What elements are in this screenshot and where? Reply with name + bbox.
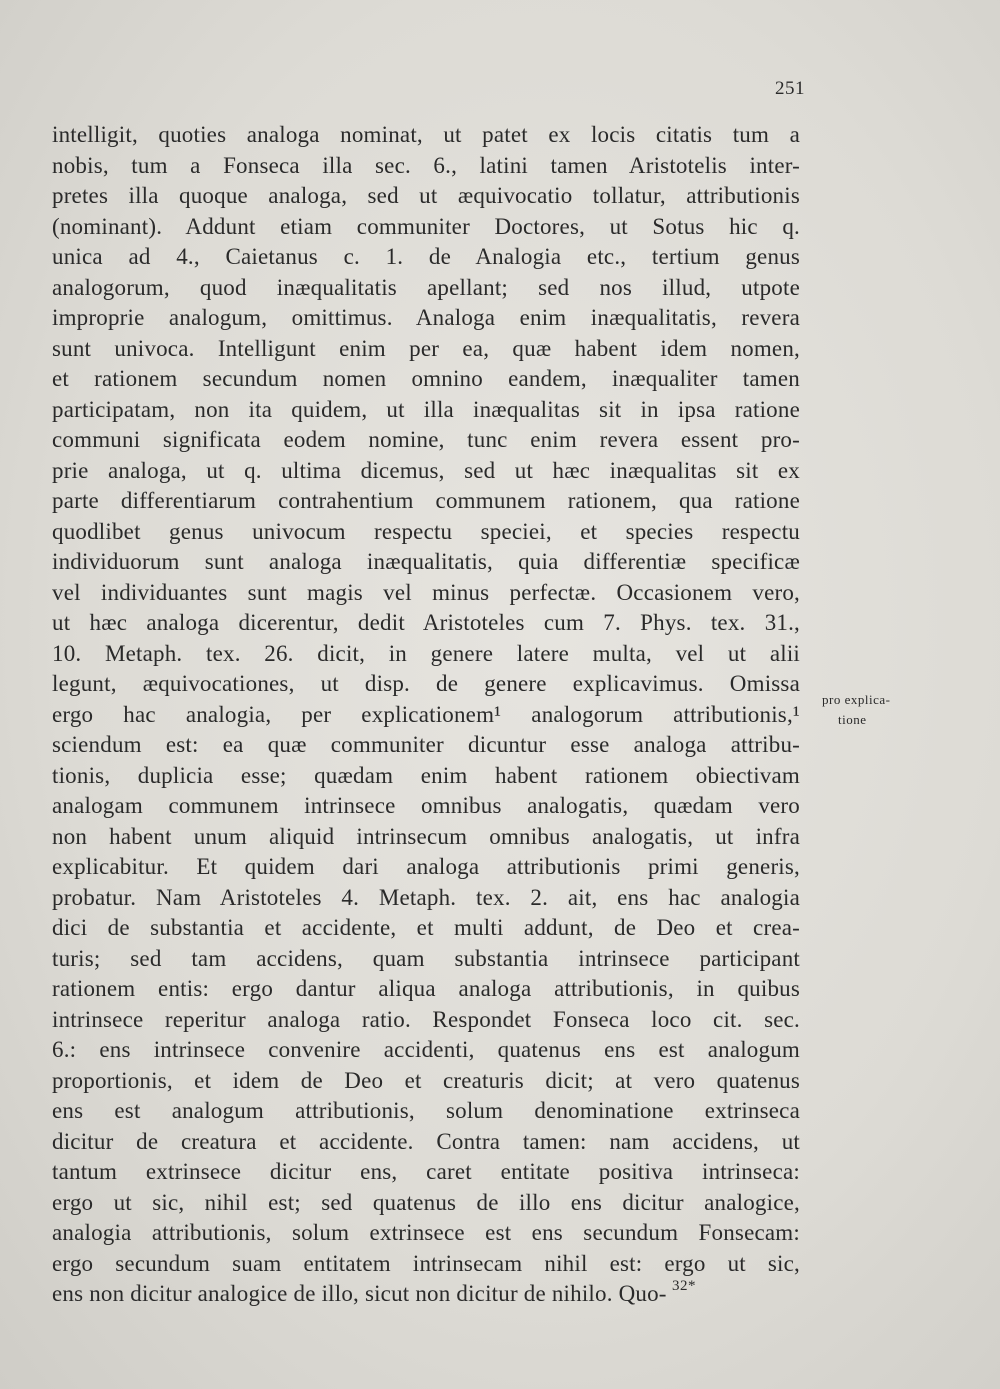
text-line: prie analoga, ut q. ultima dicemus, sed ut hæc inæqualitas sit ex	[52, 457, 800, 483]
text-line: quodlibet genus univocum respectu speciei, et species respectu	[52, 518, 800, 544]
text-line: sunt univoca. Intelligunt enim per ea, quæ habent idem nomen,	[52, 335, 800, 361]
text-line: (nominant). Addunt etiam communiter Doctores, ut Sotus hic q.	[52, 213, 800, 239]
page-number: 251	[775, 78, 805, 99]
text-line: analogam communem intrinsece omnibus analogatis, quædam vero	[52, 793, 800, 818]
text-line: communi significata eodem nomine, tunc enim revera essent pro-	[52, 427, 800, 452]
text-line: turis; sed tam accidens, quam substantia intrinsece participant	[52, 945, 800, 971]
text-line: 10. Metaph. tex. 26. dicit, in genere latere multa, vel ut alii	[52, 640, 800, 666]
text-line: pretes illa quoque analoga, sed ut æquivocatio tollatur, attributionis	[52, 183, 800, 208]
text-line: et rationem secundum nomen omnino eandem, inæqualiter tamen	[52, 366, 800, 391]
signature-mark: 32*	[672, 1278, 696, 1294]
text-line: intrinsece reperitur analoga ratio. Respondet Fonseca loco cit. sec.	[52, 1006, 800, 1032]
text-line: non habent unum aliquid intrinsecum omnibus analogatis, ut infra	[52, 823, 800, 849]
text-line: dici de substantia et accidente, et multi addunt, de Deo et crea-	[52, 915, 800, 940]
text-line: nobis, tum a Fonseca illa sec. 6., latini tamen Aristotelis inter-	[52, 152, 800, 178]
text-line: individuorum sunt analoga inæqualitatis, quia differentiæ specificæ	[52, 549, 800, 574]
margin-note	[822, 690, 912, 730]
body-text	[52, 120, 800, 1310]
text-line: ergo hac analogia, per explicationem¹ analogorum attributionis,¹	[52, 701, 800, 727]
text-line: probatur. Nam Aristoteles 4. Metaph. tex. 2. ait, ens hac analogia	[52, 884, 800, 910]
text-line: ens est analogum attributionis, solum denominatione extrinseca	[52, 1098, 800, 1123]
text-line: intelligit, quoties analoga nominat, ut patet ex locis citatis tum a	[52, 122, 800, 147]
text-line: 6.: ens intrinsece convenire accidenti, quatenus ens est analogum	[52, 1037, 800, 1062]
text-line: parte differentiarum contrahentium communem rationem, qua ratione	[52, 488, 800, 513]
text-line: participatam, non ita quidem, ut illa inæqualitas sit in ipsa ratione	[52, 396, 800, 422]
text-line: ergo secundum suam entitatem intrinsecam nihil est: ergo ut sic,	[52, 1250, 800, 1276]
text-line: dicitur de creatura et accidente. Contra tamen: nam accidens, ut	[52, 1128, 800, 1154]
text-line: explicabitur. Et quidem dari analoga attributionis primi generis,	[52, 854, 800, 879]
text-line: tionis, duplicia esse; quædam enim habent rationem obiectivam	[52, 762, 800, 788]
text-line: sciendum est: ea quæ communiter dicuntur esse analoga attribu-	[52, 732, 800, 757]
text-line: proportionis, et idem de Deo et creaturis dicit; at vero quatenus	[52, 1067, 800, 1093]
margin-note-line: pro explica-	[822, 692, 891, 707]
text-line: analogorum, quod inæqualitatis apellant; sed nos illud, utpote	[52, 274, 800, 300]
text-line: legunt, æquivocationes, ut disp. de genere explicavimus. Omissa	[52, 671, 800, 696]
text-line: ergo ut sic, nihil est; sed quatenus de illo ens dicitur analogice,	[52, 1189, 800, 1215]
text-line: ens non dicitur analogice de illo, sicut non dicitur de nihilo. Quo-	[52, 1281, 667, 1306]
text-line: tantum extrinsece dicitur ens, caret entitate positiva intrinseca:	[52, 1159, 800, 1184]
text-line: rationem entis: ergo dantur aliqua analoga attributionis, in quibus	[52, 976, 800, 1001]
text-line: improprie analogum, omittimus. Analoga enim inæqualitatis, revera	[52, 305, 800, 330]
text-line: vel individuantes sunt magis vel minus perfectæ. Occasionem vero,	[52, 579, 800, 605]
text-line: unica ad 4., Caietanus c. 1. de Analogia etc., tertium genus	[52, 244, 800, 269]
text-line: analogia attributionis, solum extrinsece est ens secundum Fonsecam:	[52, 1220, 800, 1245]
text-line: ut hæc analoga dicerentur, dedit Aristoteles cum 7. Phys. tex. 31.,	[52, 610, 800, 635]
margin-note-line: tione	[838, 712, 867, 727]
